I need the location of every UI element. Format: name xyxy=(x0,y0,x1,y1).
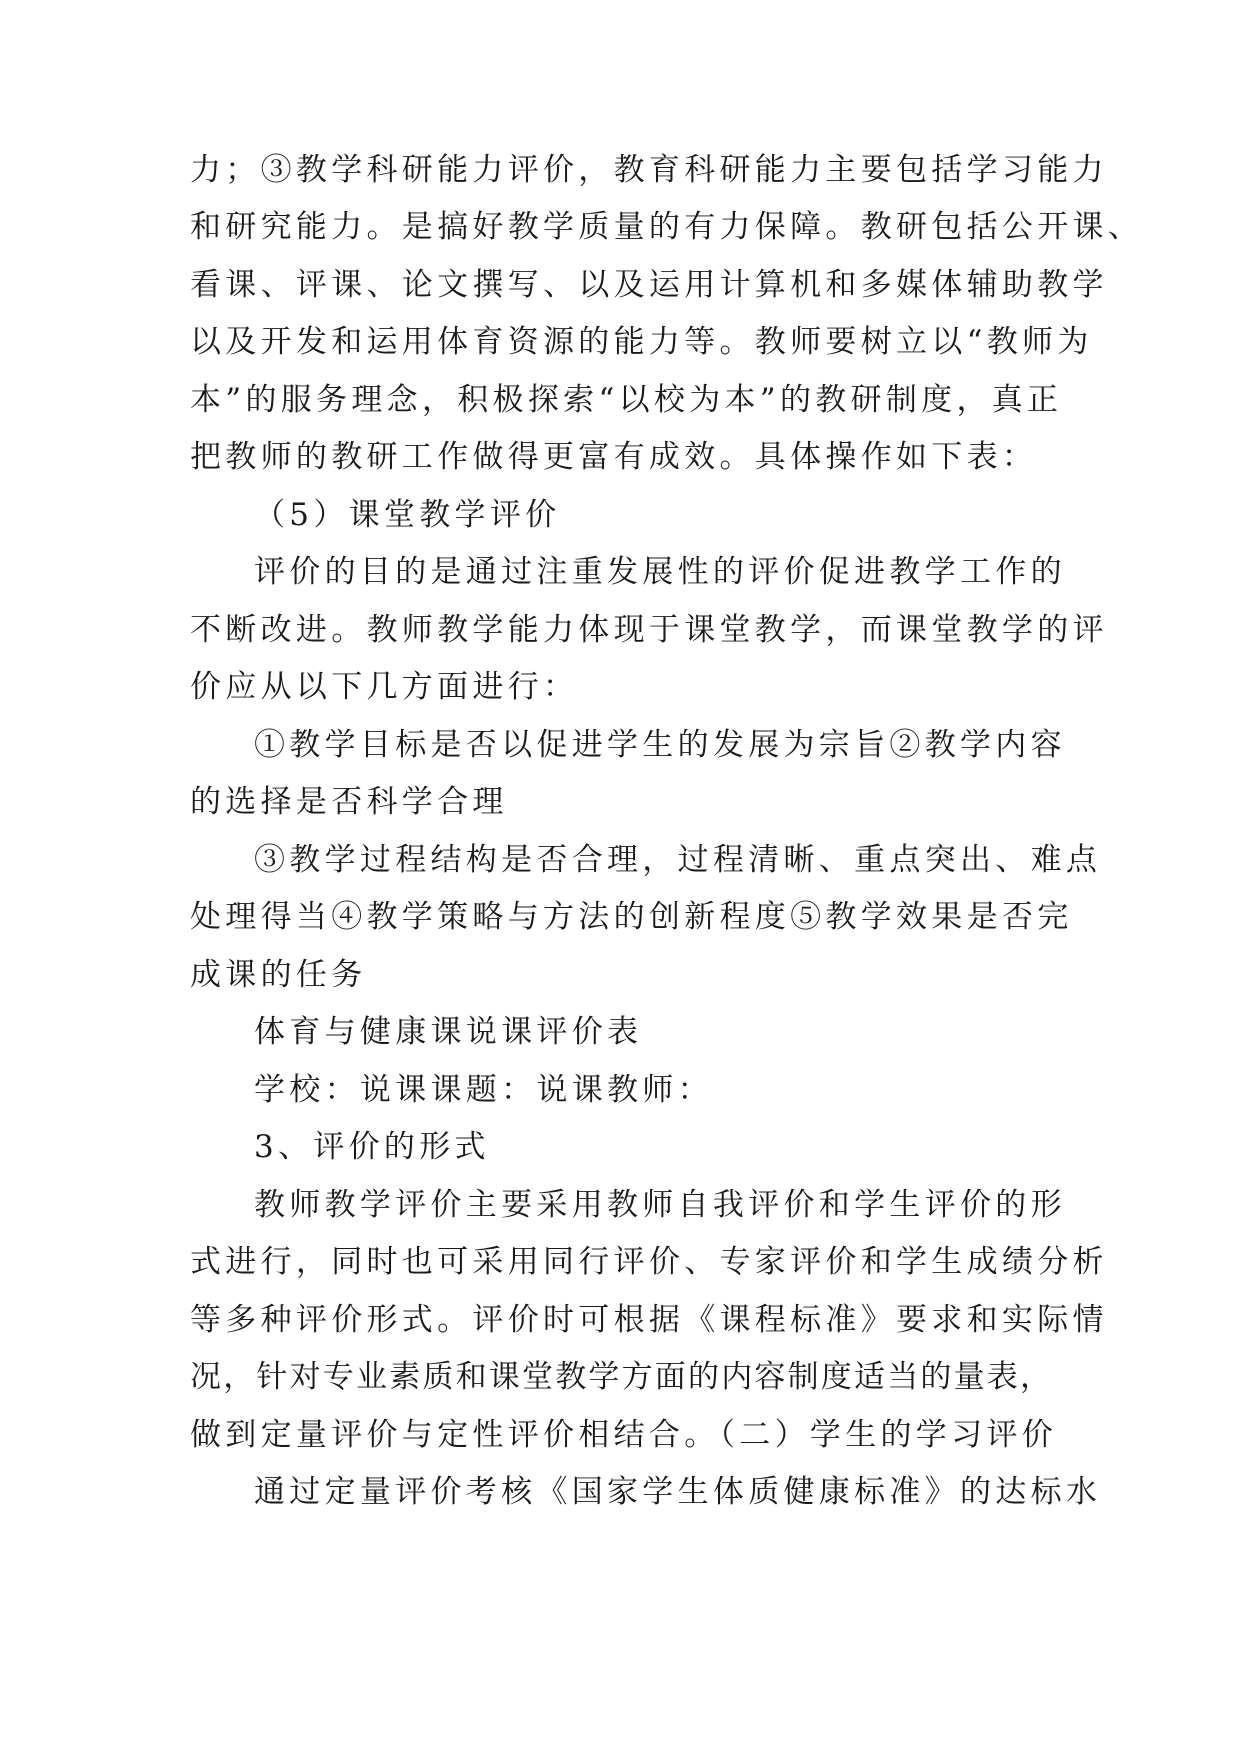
paragraph-line: 和研究能力。是搞好教学质量的有力保障。教研包括公开课、 xyxy=(190,209,1144,245)
paragraph-line: 价应从以下几方面进行： xyxy=(190,669,579,705)
paragraph-line: 况，针对专业素质和课堂教学方面的内容制度适当的量表， xyxy=(190,1359,1054,1395)
paragraph-line: 评价的目的是通过注重发展性的评价促进教学工作的 xyxy=(254,554,1066,590)
paragraph-line: 的选择是否科学合理 xyxy=(190,784,508,820)
paragraph-line: 处理得当④教学策略与方法的创新程度⑤教学效果是否完 xyxy=(190,899,1073,935)
paragraph-line: 式进行，同时也可采用同行评价、专家评价和学生成绩分析 xyxy=(190,1244,1108,1280)
paragraph-line: 通过定量评价考核《国家学生体质健康标准》的达标水 xyxy=(254,1474,1102,1510)
table-title: 体育与健康课说课评价表 xyxy=(254,1014,643,1050)
section-heading: （5）课堂教学评价 xyxy=(254,497,561,533)
paragraph-line: 看课、评课、论文撰写、以及运用计算机和多媒体辅助教学 xyxy=(190,267,1108,303)
paragraph-line: 成课的任务 xyxy=(190,957,367,993)
paragraph-line: 以及开发和运用体育资源的能力等。教师要树立以“教师为 xyxy=(190,324,1093,360)
paragraph-line: 做到定量评价与定性评价相结合。（二）学生的学习评价 xyxy=(190,1417,1057,1453)
paragraph-line: 把教师的教研工作做得更富有成效。具体操作如下表： xyxy=(190,439,1038,475)
paragraph-line: 教师教学评价主要采用教师自我评价和学生评价的形 xyxy=(254,1187,1066,1223)
table-fields: 学校：说课课题：说课教师： xyxy=(254,1072,713,1108)
paragraph-line: ③教学过程结构是否合理，过程清晰、重点突出、难点 xyxy=(254,842,1102,878)
paragraph-line: 力；③教学科研能力评价，教育科研能力主要包括学习能力 xyxy=(190,152,1108,188)
paragraph-line: 等多种评价形式。评价时可根据《课程标准》要求和实际情 xyxy=(190,1302,1108,1338)
section-heading: 3、评价的形式 xyxy=(254,1129,490,1165)
paragraph-line: ①教学目标是否以促进学生的发展为宗旨②教学内容 xyxy=(254,727,1066,763)
paragraph-line: 本”的服务理念，积极探索“以校为本”的教研制度，真正 xyxy=(190,382,1063,418)
paragraph-line: 不断改进。教师教学能力体现于课堂教学，而课堂教学的评 xyxy=(190,612,1108,648)
